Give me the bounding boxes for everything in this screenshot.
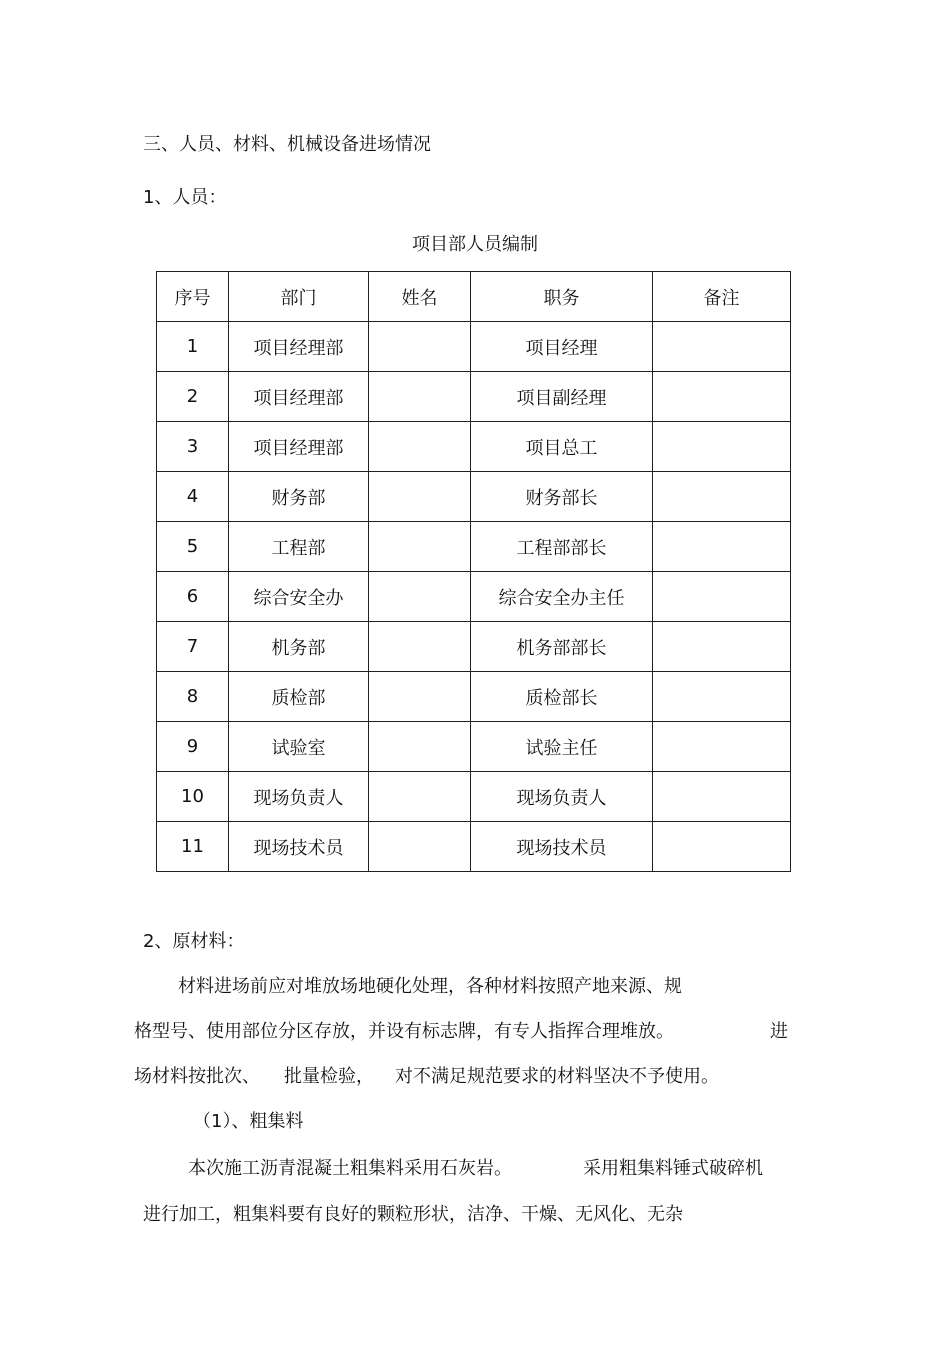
materials-line-2: 格型号、使用部位分区存放，并设有标志牌，有专人指挥合理堆放。 xyxy=(134,1021,674,1042)
section-heading: 三、人员、材料、机械设备进场情况 xyxy=(143,134,431,155)
cell-note xyxy=(653,572,791,622)
cell-position: 综合安全办主任 xyxy=(471,572,653,622)
cell-note xyxy=(653,472,791,522)
table-row xyxy=(157,522,791,572)
cell-note xyxy=(653,672,791,722)
cell-name xyxy=(369,322,471,372)
cell-name xyxy=(369,472,471,522)
cell-no: 5 xyxy=(157,522,229,572)
aggregate-line-1b: 采用粗集料锤式破碎机 xyxy=(583,1158,763,1179)
cell-dept: 试验室 xyxy=(229,722,369,772)
table-header-row xyxy=(157,272,791,322)
cell-position: 工程部部长 xyxy=(471,522,653,572)
cell-dept: 工程部 xyxy=(229,522,369,572)
aggregate-line-1a: 本次施工沥青混凝土粗集料采用石灰岩。 xyxy=(188,1158,512,1179)
header-position: 职务 xyxy=(471,272,653,322)
cell-name xyxy=(369,822,471,872)
table-title: 项目部人员编制 xyxy=(412,234,538,255)
section-title-personnel: 1、人员： xyxy=(143,187,227,208)
table-row xyxy=(157,422,791,472)
table-row xyxy=(157,722,791,772)
cell-dept: 质检部 xyxy=(229,672,369,722)
cell-note xyxy=(653,322,791,372)
cell-no: 1 xyxy=(157,322,229,372)
subsection-title-aggregate: （1）、粗集料 xyxy=(193,1111,304,1132)
cell-name xyxy=(369,672,471,722)
materials-line-1: 材料进场前应对堆放场地硬化处理，各种材料按照产地来源、规 xyxy=(178,976,682,997)
cell-no: 9 xyxy=(157,722,229,772)
cell-no: 10 xyxy=(157,772,229,822)
table-row xyxy=(157,622,791,672)
cell-no: 4 xyxy=(157,472,229,522)
header-no: 序号 xyxy=(157,272,229,322)
cell-name xyxy=(369,772,471,822)
header-note: 备注 xyxy=(653,272,791,322)
cell-no: 2 xyxy=(157,372,229,422)
cell-note xyxy=(653,772,791,822)
cell-dept: 财务部 xyxy=(229,472,369,522)
cell-name xyxy=(369,372,471,422)
cell-note xyxy=(653,622,791,672)
cell-name xyxy=(369,622,471,672)
staff-table xyxy=(156,271,791,872)
header-dept: 部门 xyxy=(229,272,369,322)
cell-dept: 项目经理部 xyxy=(229,422,369,472)
materials-line-3b: 批量检验， xyxy=(284,1066,374,1087)
cell-name xyxy=(369,422,471,472)
table-row xyxy=(157,772,791,822)
table-row xyxy=(157,472,791,522)
aggregate-line-2: 进行加工，粗集料要有良好的颗粒形状，洁净、干燥、无风化、无杂 xyxy=(143,1204,683,1225)
cell-position: 现场负责人 xyxy=(471,772,653,822)
cell-no: 11 xyxy=(157,822,229,872)
cell-no: 3 xyxy=(157,422,229,472)
table-row xyxy=(157,322,791,372)
cell-no: 6 xyxy=(157,572,229,622)
cell-position: 财务部长 xyxy=(471,472,653,522)
cell-note xyxy=(653,422,791,472)
table-row xyxy=(157,572,791,622)
cell-note xyxy=(653,522,791,572)
cell-name xyxy=(369,522,471,572)
cell-position: 试验主任 xyxy=(471,722,653,772)
header-name: 姓名 xyxy=(369,272,471,322)
table-row xyxy=(157,372,791,422)
cell-name xyxy=(369,722,471,772)
materials-line-3c: 对不满足规范要求的材料坚决不予使用。 xyxy=(395,1066,719,1087)
cell-no: 7 xyxy=(157,622,229,672)
cell-note xyxy=(653,372,791,422)
cell-dept: 项目经理部 xyxy=(229,372,369,422)
cell-dept: 现场技术员 xyxy=(229,822,369,872)
cell-note xyxy=(653,822,791,872)
materials-line-3a: 场材料按批次、 xyxy=(134,1066,260,1087)
cell-position: 现场技术员 xyxy=(471,822,653,872)
cell-position: 项目总工 xyxy=(471,422,653,472)
cell-dept: 项目经理部 xyxy=(229,322,369,372)
cell-name xyxy=(369,572,471,622)
cell-position: 机务部部长 xyxy=(471,622,653,672)
cell-position: 项目副经理 xyxy=(471,372,653,422)
cell-position: 项目经理 xyxy=(471,322,653,372)
table-row xyxy=(157,822,791,872)
table-row xyxy=(157,672,791,722)
cell-dept: 机务部 xyxy=(229,622,369,672)
cell-dept: 现场负责人 xyxy=(229,772,369,822)
cell-no: 8 xyxy=(157,672,229,722)
cell-dept: 综合安全办 xyxy=(229,572,369,622)
section-title-materials: 2、原材料： xyxy=(143,931,245,952)
cell-position: 质检部长 xyxy=(471,672,653,722)
cell-note xyxy=(653,722,791,772)
materials-line-2-tail: 进 xyxy=(770,1021,788,1042)
